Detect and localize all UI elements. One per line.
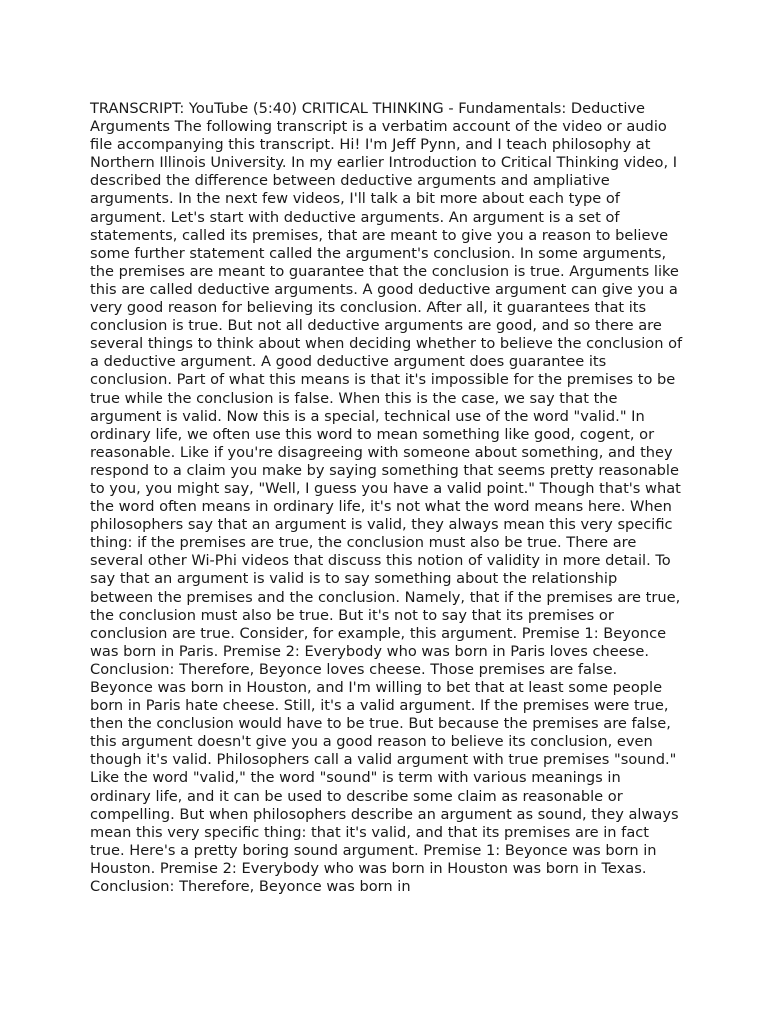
- transcript-text: TRANSCRIPT: YouTube (5:40) CRITICAL THINKING - Fundamentals: Deductive Arguments The following transcript is a verbatim account of the video or audio file accompanying this transcript. Hi! I'm Jeff Pynn, and I teach philosophy at Northern Illinois University. In my earlier Introduction to Critical Thinking video, I described the difference between deductive arguments and ampliative arguments. In the next few videos, I'll talk a bit more about each type of argument. Let's start with deductive arguments. An argument is a set of statements, called its premises, that are meant to give you a reason to believe some further statement called the argument's conclusion. In some arguments, the premises are meant to guarantee that the conclusion is true. Arguments like this are called deductive arguments. A good deductive argument can give you a very good reason for believing its conclusion. After all, it guarantees that its conclusion is true. But not all deductive arguments are good, and so there are several things to think about when deciding whether to believe the conclusion of a deductive argument. A good deductive argument does guarantee its conclusion. Part of what this means is that it's impossible for the premises to be true while the conclusion is false. When this is the case, we say that the argument is valid. Now this is a special, technical use of the word "valid." In ordinary life, we often use this word to mean something like good, cogent, or reasonable. Like if you're disagreeing with someone about something, and they respond to a claim you make by saying something that seems pretty reasonable to you, you might say, "Well, I guess you have a valid point." Though that's what the word often means in ordinary life, it's not what the word means here. When philosophers say that an argument is valid, they always mean this very specific thing: if the premises are true, the conclusion must also be true. There are several other Wi-Phi videos that discuss this notion of validity in more detail. To say that an argument is valid is to say something about the relationship between the premises and the conclusion. Namely, that if the premises are true, the conclusion must also be true. But it's not to say that its premises or conclusion are true. Consider, for example, this argument. Premise 1: Beyonce was born in Paris. Premise 2: Everybody who was born in Paris loves cheese. Conclusion: Therefore, Beyonce loves cheese. Those premises are false. Beyonce was born in Houston, and I'm willing to bet that at least some people born in Paris hate cheese. Still, it's a valid argument. If the premises were true, then the conclusion would have to be true. But because the premises are false, this argument doesn't give you a good reason to believe its conclusion, even though it's valid. Philosophers call a valid argument with true premises "sound." Like the word "valid," the word "sound" is term with various meanings in ordinary life, and it can be used to describe some claim as reasonable or compelling. But when philosophers describe an argument as sound, they always mean this very specific thing: that it's valid, and that its premises are in fact true. Here's a pretty boring sound argument. Premise 1: Beyonce was born in Houston. Premise 2: Everybody who was born in Houston was born in Texas. Conclusion: Therefore, Beyonce was born in: [90, 100, 683, 896]
